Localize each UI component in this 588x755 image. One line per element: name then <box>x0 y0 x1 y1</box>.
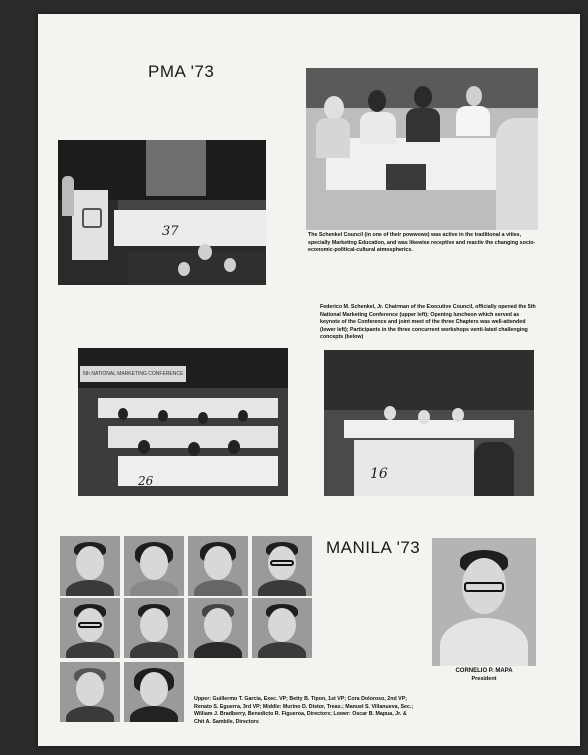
officer-portrait <box>124 662 184 722</box>
banquet-number: 26 <box>138 474 154 488</box>
podium <box>72 190 108 260</box>
officer-portrait <box>188 536 248 596</box>
workshop-photo <box>324 350 534 496</box>
council-photo <box>306 68 538 230</box>
scanned-page <box>38 14 580 746</box>
officer-portrait <box>252 598 312 658</box>
manila-73-heading: MANILA '73 <box>326 538 421 557</box>
podium-number: 37 <box>162 224 179 239</box>
president-name: CORNELIO P. MAPA <box>455 668 513 674</box>
officer-portrait <box>60 536 120 596</box>
conference-banner: 5th NATIONAL MARKETING CONFERENCE <box>80 366 186 382</box>
podium-photo <box>58 140 266 285</box>
officer-portrait <box>188 598 248 658</box>
pma-73-heading: PMA '73 <box>148 62 215 81</box>
officer-portrait <box>252 536 312 596</box>
officer-portrait <box>124 536 184 596</box>
officer-portrait <box>60 662 120 722</box>
president-portrait <box>432 538 536 666</box>
officer-portrait <box>60 598 120 658</box>
workshop-number: 16 <box>370 466 388 482</box>
council-caption: The Schenkel Council (in one of their powwows) was active in the traditional a vities, specially Marketing Education, and was likewise receptive and reactiv the changing socio-economic-political-cultural atmospherics. <box>308 232 536 254</box>
officer-portrait <box>124 598 184 658</box>
president-title: President <box>471 676 497 682</box>
conference-caption: Federico M. Schenkel, Jr. Chairman of the Executive Council, officially opened the 5th National Marketing Conference (upper left); Opening luncheon which served as keynote of the Conference and joint meet of the three Chapters was well-attended (lower left); Participants in the three concurrent workshops venti-lated challenging concepts (below) <box>320 304 536 341</box>
luncheon-photo <box>78 348 288 496</box>
officers-caption: Upper: Guillermo T. Garcia, Exec. VP; Betty B. Tipon, 1st VP; Cora Doloroso, 2nd VP; Renato S. Eguerra, 3rd VP; Middle: Murino D. Distor, Treas.; Manuel S. Villanueva, Sec.; William J. Bradberry, Benedicto R. Figueroa, Directors; Lower: Oscar B. Mapua, Jr. & Chit A. Sambile, Directors <box>194 696 414 725</box>
